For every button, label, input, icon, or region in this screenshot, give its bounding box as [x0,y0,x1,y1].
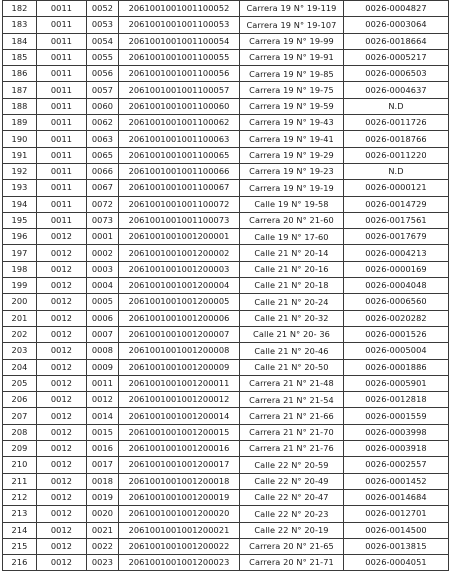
cadastral-code-cell: 2061001001001200018 [119,473,240,489]
lot-code-cell: 0001 [87,229,119,245]
registration-number-cell: 0026-0018664 [344,33,449,49]
cadastral-code-cell: 2061001001001200016 [119,441,240,457]
cadastral-code-cell: 2061001001001100054 [119,33,240,49]
row-number-cell: 208 [3,424,37,440]
registration-number-cell: 0026-0000121 [344,180,449,196]
address-cell: Calle 22 N° 20-23 [240,506,344,522]
cadastral-code-cell: 2061001001001100060 [119,98,240,114]
address-cell: Carrera 19 N° 19-119 [240,1,344,17]
registration-number-cell: 0026-0006560 [344,294,449,310]
address-cell: Carrera 19 N° 19-43 [240,115,344,131]
registration-number-cell: 0026-0014729 [344,196,449,212]
table-row [3,131,449,147]
table-row [3,457,449,473]
cadastral-code-cell: 2061001001001200020 [119,506,240,522]
cadastral-code-cell: 2061001001001200012 [119,392,240,408]
registration-number-cell: 0026-0002557 [344,457,449,473]
address-cell: Carrera 19 N° 19-99 [240,33,344,49]
table-row [3,229,449,245]
cadastral-code-cell: 2061001001001100066 [119,163,240,179]
property-table [2,0,449,571]
cadastral-code-cell: 2061001001001200001 [119,229,240,245]
cadastral-code-cell: 2061001001001200002 [119,245,240,261]
block-code-cell: 0012 [37,506,87,522]
registration-number-cell: 0026-0001559 [344,408,449,424]
cadastral-code-cell: 2061001001001100055 [119,49,240,65]
registration-number-cell: 0026-0011220 [344,147,449,163]
address-cell: Carrera 19 N° 19-41 [240,131,344,147]
row-number-cell: 189 [3,115,37,131]
table-row [3,17,449,33]
lot-code-cell: 0004 [87,278,119,294]
row-number-cell: 190 [3,131,37,147]
row-number-cell: 197 [3,245,37,261]
address-cell: Carrera 19 N° 19-91 [240,49,344,65]
block-code-cell: 0011 [37,82,87,98]
address-cell: Carrera 19 N° 19-75 [240,82,344,98]
address-cell: Carrera 19 N° 19-59 [240,98,344,114]
lot-code-cell: 0057 [87,82,119,98]
registration-number-cell: 0026-0005004 [344,343,449,359]
block-code-cell: 0012 [37,489,87,505]
address-cell: Calle 21 N° 20-18 [240,278,344,294]
registration-number-cell: 0026-0001886 [344,359,449,375]
cadastral-code-cell: 2061001001001100065 [119,147,240,163]
lot-code-cell: 0020 [87,506,119,522]
block-code-cell: 0012 [37,555,87,571]
registration-number-cell: 0026-0005217 [344,49,449,65]
row-number-cell: 214 [3,522,37,538]
registration-number-cell: 0026-0013815 [344,538,449,554]
row-number-cell: 202 [3,326,37,342]
block-code-cell: 0011 [37,49,87,65]
registration-number-cell: 0026-0011726 [344,115,449,131]
lot-code-cell: 0053 [87,17,119,33]
lot-code-cell: 0019 [87,489,119,505]
block-code-cell: 0012 [37,359,87,375]
registration-number-cell: 0026-0018766 [344,131,449,147]
row-number-cell: 187 [3,82,37,98]
row-number-cell: 215 [3,538,37,554]
table-row [3,98,449,114]
block-code-cell: 0011 [37,33,87,49]
row-number-cell: 185 [3,49,37,65]
cadastral-code-cell: 2061001001001100063 [119,131,240,147]
lot-code-cell: 0063 [87,131,119,147]
cadastral-code-cell: 2061001001001200004 [119,278,240,294]
row-number-cell: 212 [3,489,37,505]
address-cell: Carrera 21 N° 21-48 [240,375,344,391]
address-cell: Carrera 21 N° 21-66 [240,408,344,424]
row-number-cell: 199 [3,278,37,294]
table-row [3,326,449,342]
registration-number-cell: 0026-0014500 [344,522,449,538]
property-table-body [3,1,449,571]
address-cell: Calle 21 N° 20-50 [240,359,344,375]
row-number-cell: 207 [3,408,37,424]
row-number-cell: 192 [3,163,37,179]
lot-code-cell: 0023 [87,555,119,571]
table-row [3,392,449,408]
registration-number-cell: 0026-0003064 [344,17,449,33]
table-row [3,489,449,505]
row-number-cell: 200 [3,294,37,310]
address-cell: Calle 21 N° 20-14 [240,245,344,261]
registration-number-cell: 0026-0004051 [344,555,449,571]
cadastral-code-cell: 2061001001001200011 [119,375,240,391]
registration-number-cell: 0026-0000169 [344,261,449,277]
block-code-cell: 0012 [37,538,87,554]
block-code-cell: 0011 [37,98,87,114]
row-number-cell: 194 [3,196,37,212]
row-number-cell: 210 [3,457,37,473]
cadastral-code-cell: 2061001001001200015 [119,424,240,440]
block-code-cell: 0011 [37,131,87,147]
registration-number-cell: 0026-0012818 [344,392,449,408]
block-code-cell: 0012 [37,424,87,440]
lot-code-cell: 0056 [87,66,119,82]
row-number-cell: 184 [3,33,37,49]
address-cell: Calle 21 N° 20-24 [240,294,344,310]
block-code-cell: 0012 [37,261,87,277]
address-cell: Calle 21 N° 20-46 [240,343,344,359]
lot-code-cell: 0016 [87,441,119,457]
cadastral-code-cell: 2061001001001200005 [119,294,240,310]
lot-code-cell: 0006 [87,310,119,326]
row-number-cell: 213 [3,506,37,522]
cadastral-code-cell: 2061001001001200007 [119,326,240,342]
block-code-cell: 0012 [37,375,87,391]
row-number-cell: 204 [3,359,37,375]
address-cell: Carrera 19 N° 19-23 [240,163,344,179]
table-row [3,115,449,131]
cadastral-code-cell: 2061001001001200023 [119,555,240,571]
block-code-cell: 0011 [37,212,87,228]
cadastral-code-cell: 2061001001001200009 [119,359,240,375]
lot-code-cell: 0002 [87,245,119,261]
cadastral-code-cell: 2061001001001200019 [119,489,240,505]
block-code-cell: 0011 [37,17,87,33]
address-cell: Carrera 19 N° 19-29 [240,147,344,163]
cadastral-code-cell: 2061001001001100062 [119,115,240,131]
registration-number-cell: 0026-0012701 [344,506,449,522]
registration-number-cell: N.D [344,98,449,114]
lot-code-cell: 0067 [87,180,119,196]
cadastral-code-cell: 2061001001001100057 [119,82,240,98]
lot-code-cell: 0066 [87,163,119,179]
row-number-cell: 183 [3,17,37,33]
address-cell: Calle 19 N° 17-60 [240,229,344,245]
row-number-cell: 209 [3,441,37,457]
lot-code-cell: 0012 [87,392,119,408]
block-code-cell: 0012 [37,278,87,294]
registration-number-cell: 0026-0017679 [344,229,449,245]
lot-code-cell: 0007 [87,326,119,342]
cadastral-code-cell: 2061001001001200006 [119,310,240,326]
address-cell: Carrera 21 N° 21-76 [240,441,344,457]
row-number-cell: 195 [3,212,37,228]
block-code-cell: 0011 [37,180,87,196]
address-cell: Calle 22 N° 20-19 [240,522,344,538]
table-row [3,49,449,65]
registration-number-cell: 0026-0014684 [344,489,449,505]
table-row [3,163,449,179]
registration-number-cell: 0026-0001452 [344,473,449,489]
registration-number-cell: 0026-0004048 [344,278,449,294]
cadastral-code-cell: 2061001001001200014 [119,408,240,424]
row-number-cell: 198 [3,261,37,277]
lot-code-cell: 0003 [87,261,119,277]
table-row [3,245,449,261]
block-code-cell: 0011 [37,196,87,212]
cadastral-code-cell: 2061001001001100052 [119,1,240,17]
table-row [3,506,449,522]
table-row [3,538,449,554]
cadastral-code-cell: 2061001001001100053 [119,17,240,33]
block-code-cell: 0011 [37,115,87,131]
block-code-cell: 0012 [37,522,87,538]
table-row [3,180,449,196]
address-cell: Calle 22 N° 20-49 [240,473,344,489]
registration-number-cell: N.D [344,163,449,179]
registration-number-cell: 0026-0006503 [344,66,449,82]
table-row [3,343,449,359]
lot-code-cell: 0014 [87,408,119,424]
lot-code-cell: 0015 [87,424,119,440]
cadastral-code-cell: 2061001001001200022 [119,538,240,554]
block-code-cell: 0012 [37,326,87,342]
row-number-cell: 191 [3,147,37,163]
address-cell: Calle 21 N° 20-32 [240,310,344,326]
address-cell: Carrera 20 N° 21-71 [240,555,344,571]
lot-code-cell: 0060 [87,98,119,114]
table-row [3,82,449,98]
lot-code-cell: 0008 [87,343,119,359]
block-code-cell: 0012 [37,392,87,408]
cadastral-code-cell: 2061001001001200003 [119,261,240,277]
block-code-cell: 0012 [37,457,87,473]
address-cell: Carrera 19 N° 19-85 [240,66,344,82]
block-code-cell: 0011 [37,1,87,17]
row-number-cell: 211 [3,473,37,489]
cadastral-code-cell: 2061001001001100072 [119,196,240,212]
address-cell: Carrera 21 N° 21-70 [240,424,344,440]
table-row [3,196,449,212]
cadastral-code-cell: 2061001001001100056 [119,66,240,82]
address-cell: Calle 21 N° 20-16 [240,261,344,277]
block-code-cell: 0012 [37,441,87,457]
cadastral-code-cell: 2061001001001100067 [119,180,240,196]
row-number-cell: 216 [3,555,37,571]
row-number-cell: 206 [3,392,37,408]
block-code-cell: 0011 [37,66,87,82]
table-row [3,441,449,457]
lot-code-cell: 0054 [87,33,119,49]
lot-code-cell: 0022 [87,538,119,554]
table-row [3,33,449,49]
table-row [3,66,449,82]
cadastral-code-cell: 2061001001001200008 [119,343,240,359]
row-number-cell: 196 [3,229,37,245]
row-number-cell: 201 [3,310,37,326]
lot-code-cell: 0018 [87,473,119,489]
lot-code-cell: 0065 [87,147,119,163]
address-cell: Carrera 19 N° 19-19 [240,180,344,196]
lot-code-cell: 0073 [87,212,119,228]
registration-number-cell: 0026-0020282 [344,310,449,326]
table-row [3,294,449,310]
address-cell: Calle 19 N° 19-58 [240,196,344,212]
lot-code-cell: 0017 [87,457,119,473]
lot-code-cell: 0062 [87,115,119,131]
table-row [3,359,449,375]
table-row [3,424,449,440]
table-row [3,147,449,163]
address-cell: Carrera 19 N° 19-107 [240,17,344,33]
row-number-cell: 186 [3,66,37,82]
address-cell: Calle 21 N° 20- 36 [240,326,344,342]
block-code-cell: 0012 [37,473,87,489]
lot-code-cell: 0009 [87,359,119,375]
row-number-cell: 182 [3,1,37,17]
row-number-cell: 193 [3,180,37,196]
registration-number-cell: 0026-0004637 [344,82,449,98]
lot-code-cell: 0021 [87,522,119,538]
registration-number-cell: 0026-0004827 [344,1,449,17]
lot-code-cell: 0072 [87,196,119,212]
address-cell: Carrera 20 N° 21-60 [240,212,344,228]
table-row [3,522,449,538]
address-cell: Calle 22 N° 20-47 [240,489,344,505]
table-row [3,375,449,391]
block-code-cell: 0011 [37,163,87,179]
row-number-cell: 205 [3,375,37,391]
table-row [3,212,449,228]
block-code-cell: 0012 [37,294,87,310]
table-row [3,1,449,17]
cadastral-code-cell: 2061001001001200017 [119,457,240,473]
block-code-cell: 0012 [37,408,87,424]
cadastral-code-cell: 2061001001001100073 [119,212,240,228]
table-row [3,278,449,294]
address-cell: Calle 22 N° 20-59 [240,457,344,473]
block-code-cell: 0011 [37,147,87,163]
table-row [3,555,449,571]
table-row [3,310,449,326]
lot-code-cell: 0011 [87,375,119,391]
registration-number-cell: 0026-0004213 [344,245,449,261]
registration-number-cell: 0026-0001526 [344,326,449,342]
table-row [3,473,449,489]
block-code-cell: 0012 [37,310,87,326]
row-number-cell: 188 [3,98,37,114]
block-code-cell: 0012 [37,229,87,245]
cadastral-code-cell: 2061001001001200021 [119,522,240,538]
lot-code-cell: 0052 [87,1,119,17]
lot-code-cell: 0055 [87,49,119,65]
registration-number-cell: 0026-0003998 [344,424,449,440]
row-number-cell: 203 [3,343,37,359]
registration-number-cell: 0026-0005901 [344,375,449,391]
lot-code-cell: 0005 [87,294,119,310]
block-code-cell: 0012 [37,343,87,359]
block-code-cell: 0012 [37,245,87,261]
address-cell: Carrera 20 N° 21-65 [240,538,344,554]
table-row [3,261,449,277]
registration-number-cell: 0026-0017561 [344,212,449,228]
table-row [3,408,449,424]
registration-number-cell: 0026-0003918 [344,441,449,457]
address-cell: Carrera 21 N° 21-54 [240,392,344,408]
